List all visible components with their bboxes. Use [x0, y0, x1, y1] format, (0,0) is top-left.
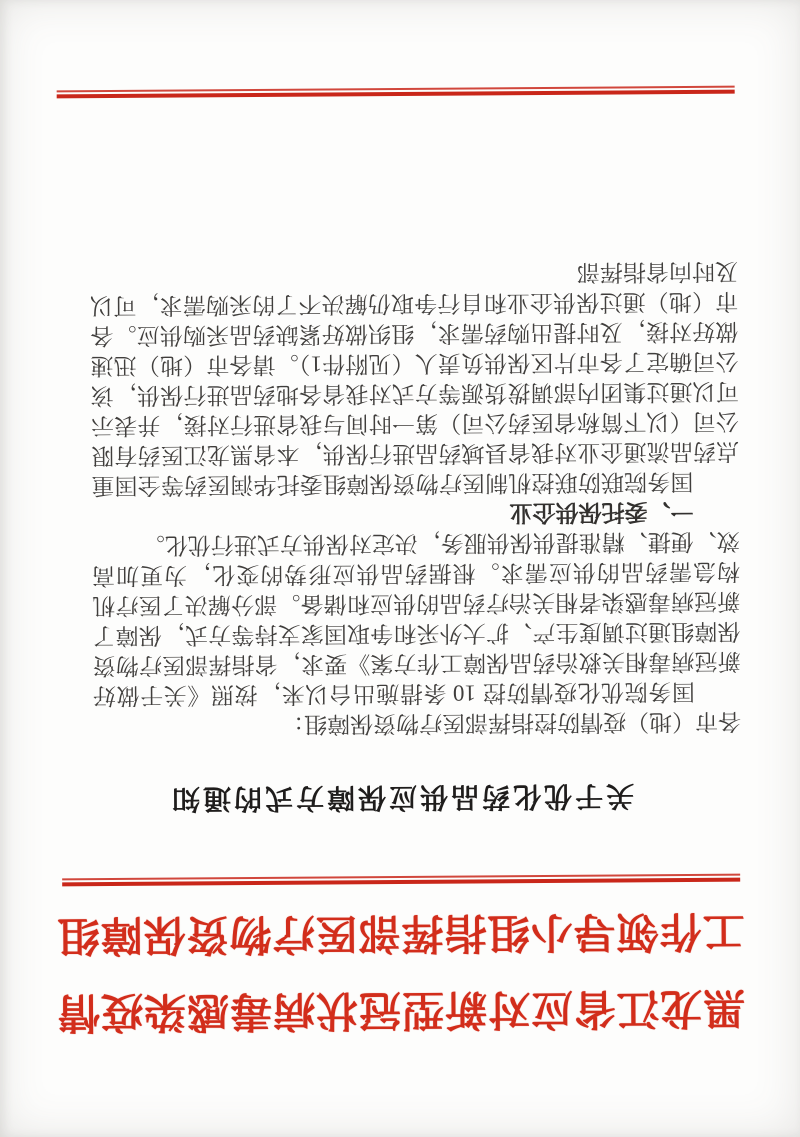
letterhead-line-2: 工作领导小组指挥部医疗物资保障组: [56, 906, 745, 958]
page-bottom-rule: [57, 86, 735, 98]
salutation-line: 各市（地）疫情防控指挥部医疗物资保障组：: [280, 708, 742, 737]
body-paragraph: 国务院优化疫情防控 10 条措施出台以来，按照《关于做好新冠病毒相关救治药品保障工作方案》要求，省指挥部医疗物资保障组通过调度生产、扩大外采和争取国家支持等方式，保障了新冠病毒感染者相关治疗药品的供应和储备。部分解决了医疗机构急需药品的供应需求。根据药品供应形势的变化，为更加高效、便捷、精准提供保供服务，决定对保供方式进行优化。: [91, 528, 741, 709]
document-body: [90, 256, 741, 741]
red-letterhead: [56, 891, 746, 1050]
body-paragraph: 国务院联防联控机制医疗物资保障组委托华润医药等全国重点药品流通企业对我省县域药品进行保供，本省黑龙江医药有限公司（以下简称省医药公司）第一时间与我省进行对接，并表示可以通过集团内部调拨货源等方式对我省各地药品进行保供，该公司确定了各市片区保供负责人（见附件1）。请各市（地）迅速做好对接，及时提出购药需求，组织做好紧缺药品采购供应。各市（地）通过保供企业和自行争取仍解决不了的采购需求，可以及时向省指挥部: [90, 258, 740, 499]
section-heading: 一、委托保供企业: [509, 498, 694, 526]
letterhead-separator-rule: [62, 874, 740, 886]
letterhead-line-1: 黑龙江省应对新型冠状病毒感染疫情: [56, 983, 746, 1035]
document-title: 关于优化药品供应保障方式的通知: [168, 779, 635, 814]
body-paragraphs: [90, 256, 741, 711]
